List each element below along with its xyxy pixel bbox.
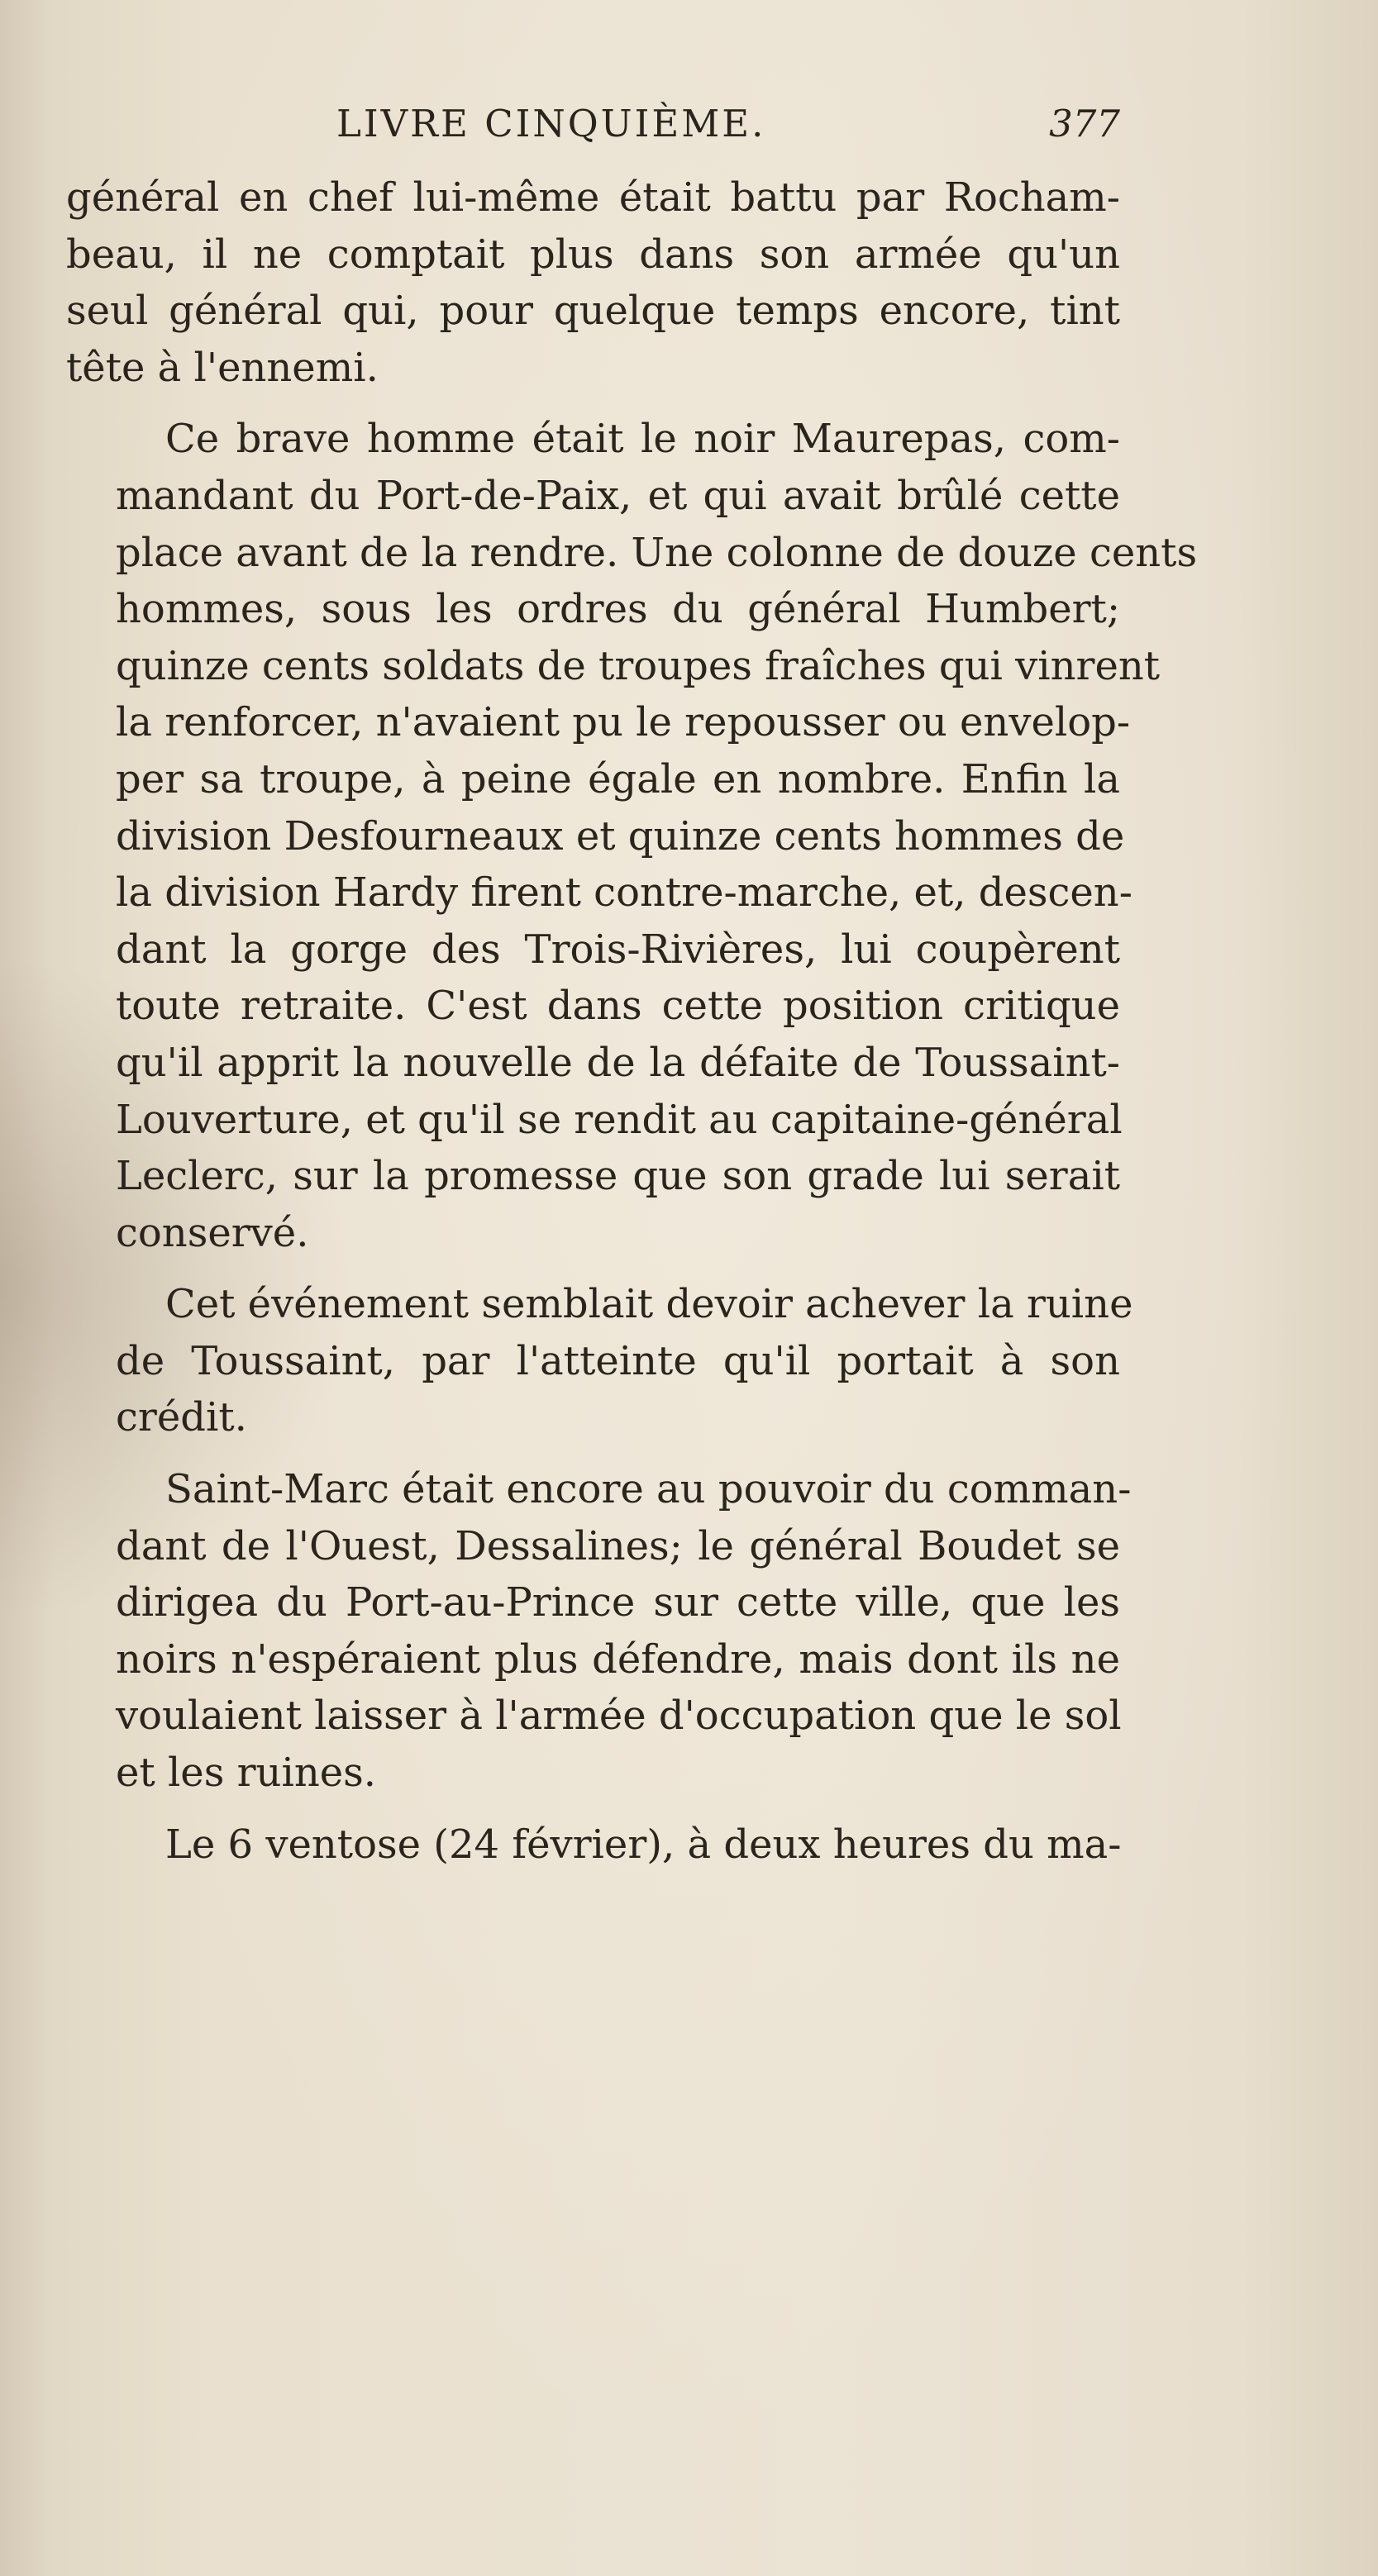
text-line: mandant du Port-de-Paix, et qui avait brûlé cette — [116, 472, 1120, 519]
text-line: per sa troupe, à peine égale en nombre. Enfin la — [116, 755, 1120, 802]
running-head: LIVRE CINQUIÈME. — [336, 102, 766, 145]
text-line: de Toussaint, par l'atteinte qu'il portait à son — [116, 1337, 1120, 1384]
text-line: dant de l'Ouest, Dessalines; le général Boudet se — [116, 1522, 1120, 1569]
text-line: hommes, sous les ordres du général Humbert; — [116, 586, 1120, 633]
paragraph — [66, 411, 1198, 1261]
text-line: seul général qui, pour quelque temps encore, tint — [66, 288, 1120, 335]
paragraph — [66, 1461, 1132, 1802]
text-line: quinze cents soldats de troupes fraîches qui vinrent — [116, 642, 1161, 689]
text-line: qu'il apprit la nouvelle de la défaite de Toussaint- — [116, 1039, 1120, 1086]
text-line: tête à l'ennemi. — [66, 344, 379, 391]
text-line: Ce brave homme était le noir Maurepas, com- — [165, 416, 1120, 463]
text-line: Leclerc, sur la promesse que son grade lui serait — [116, 1153, 1120, 1200]
text-line: Louverture, et qu'il se rendit au capitaine-général — [116, 1096, 1123, 1143]
text-line: place avant de la rendre. Une colonne de douze cents — [116, 529, 1198, 576]
paragraph — [66, 1817, 1120, 1874]
text-line: dant la gorge des Trois-Rivières, lui coupèrent — [116, 926, 1120, 973]
text-line: beau, il ne comptait plus dans son armée qu'un — [66, 231, 1120, 278]
text-line: Le 6 ventose (24 février), à deux heures du ma- — [165, 1821, 1122, 1868]
text-line: la renforcer, n'avaient pu le repousser ou envelop- — [116, 699, 1131, 746]
text-line: la division Hardy firent contre-marche, et, descen- — [116, 869, 1132, 917]
text-line: Cet événement semblait devoir achever la ruine — [165, 1281, 1133, 1328]
text-line: noirs n'espéraient plus défendre, mais dont ils ne — [116, 1636, 1120, 1683]
text-line: voulaient laisser à l'armée d'occupation que le sol — [116, 1693, 1122, 1740]
text-line: général en chef lui-même était battu par Rocham- — [66, 174, 1120, 221]
paragraph — [66, 1276, 1133, 1446]
text-line: Saint-Marc était encore au pouvoir du comman- — [165, 1466, 1132, 1513]
body-text — [66, 169, 1198, 1888]
page-header — [103, 91, 1120, 157]
text-line: dirigea du Port-au-Prince sur cette ville, que les — [116, 1579, 1120, 1626]
paragraph — [66, 169, 1120, 396]
text-line: conservé. — [116, 1209, 309, 1256]
text-line: et les ruines. — [116, 1750, 377, 1797]
text-line: toute retraite. C'est dans cette position critique — [116, 983, 1120, 1030]
text-line: crédit. — [116, 1394, 247, 1441]
text-line: division Desfourneaux et quinze cents hommes de — [116, 812, 1125, 859]
page-number: 377 — [1049, 102, 1120, 145]
